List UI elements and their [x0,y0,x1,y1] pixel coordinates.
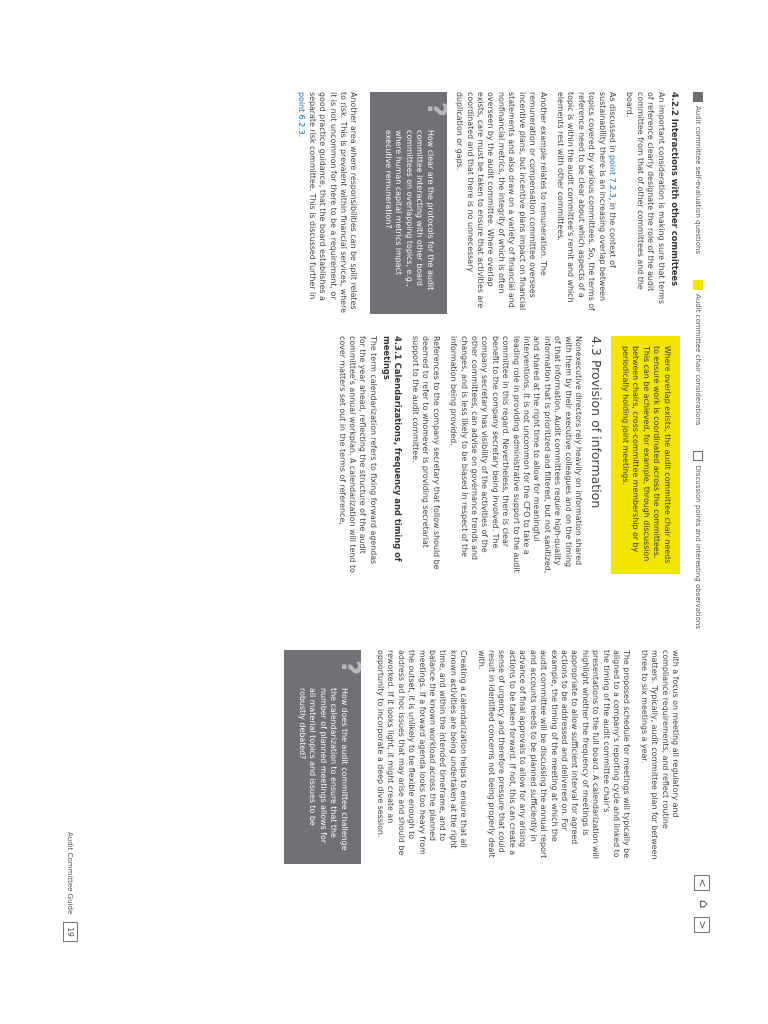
question-mark-icon: ? [420,102,451,118]
link-point-7-2-3[interactable]: point 7.2.3 [607,154,617,198]
legend-item-chair [693,280,703,425]
legend-label: Discussion points and interesting observations [694,465,702,629]
self-evaluation-question-box [370,92,451,314]
chair-consideration-box: Where overlap exists, the audit committee chair needs to ensure work is coordinated across the committees. This can be achieved, for example, through discussion between chairs, cross-committee membership or by periodically holding joint meetings. [612,336,681,574]
grey-square-icon [693,92,703,102]
self-evaluation-question-box [284,650,365,864]
link-point-6-2-3[interactable]: point 6.2.3 [297,92,307,135]
question-text: How does the audit committee challenge the calendarization to ensure that the number of planned meetings allows for all material topics and issues to be robustly debated? [297,688,349,851]
page-footer [63,832,78,942]
guide-title: Audit Committee Guide [66,832,75,915]
legend-item-discussion [693,451,703,629]
column-2 [329,336,680,574]
page-number: 19 [63,922,78,942]
next-page-button[interactable]: > [694,917,710,933]
paragraph: References to the company secretary that follow should be deemed to refer to whomever is providing secretariat support to the audit committee. [411,336,441,570]
question-text: How clear are the protocols for the audit committee interacting with other board committees on overlapping topics, e.g., where human capital metrics impact executive remuneration? [383,130,435,291]
prev-page-button[interactable]: < [694,875,710,891]
yellow-square-icon [693,280,703,290]
section-heading: 4.3 Provision of information [589,336,605,509]
page-navigation [694,875,710,938]
section-heading: 4.2.2 Interactions with other committees [670,92,680,287]
paragraph: As discussed in point 7.2.3, in the context of sustainability there is an increasing overlap between topics covered by various committees. So, the terms of reference need to be clear about which aspects of a topic is within the audit committee's remit and which elements rest with other committees. [555,92,617,311]
paragraph: Another area where responsibilities can be split relates to risk. This is prevalent within financial services, where it is not uncommon for there to be a requirement, or good practice guidance, that the board establishes a separate risk committee. This is discussed further in point 6.2.3. [297,92,359,314]
column-3 [272,650,680,864]
paragraph: Creating a calendarization helps to ensure that all known activities are being undertaken at the right time, and within the intended timeframe, and to balance the known workload across the planned meetings. If a forward agenda looks too heavy from the outset, it is unlikely to be flexible enough to address ad hoc issues that may arise and should be reworked. If it looks light, it might create an opportunity to incorporate a deep dive session. [376,650,469,856]
white-square-icon [693,451,703,461]
paragraph: with a focus on meeting all regulatory and compliance requirements, and reflect routine matters. Typically, audit committee plan for between three to six meetings a year. [639,650,680,860]
paragraph: The term calendarization refers to fixing forward agendas for the year ahead, reflecting the structure of the audit committee's annual workplan. A calendarization will tend to cover matters set out in the terms of reference, [337,336,378,573]
paragraph: An important consideration is making sure that terms of reference clearly designate the role of the audit committee from that of other committees and the board. [625,92,666,304]
paragraph: Another example relates to remuneration. The remuneration or compensation committee oversees incentive plans, but incentive plans impact on financial statements and also draw on a variety of financial and nonfinancial metrics, the integrity of which is often overseen by the audit committee. Where overlap exists, care must be taken to ensure that activities are coordinated and that there is no unnecessary duplication or gaps. [455,92,548,311]
column-1 [289,92,680,314]
legend-item-self-evaluation [693,92,703,254]
subsection-heading: 4.3.1 Calendarizations, frequency and timing of meetings [382,336,403,562]
legend [692,92,704,655]
legend-label: Audit committee self-evaluation questions [694,106,702,255]
home-icon[interactable]: ⌂ [696,899,711,909]
legend-label: Audit committee chair considerations [694,294,702,426]
question-mark-icon: ? [334,660,365,676]
paragraph: Nonexecutive directors rely heavily on information shared with them by their executive colleagues and on the timing of that information. Audit committees require high-quality information that is prioritized and filtered, but not sanitized, and shared at the right time to allow for meaningful interventions. It is not uncommon for the CFO to take a leading role in providing administrative support to the audit committee in this regard. Nevertheless, there is clear benefit to the company secretary being involved. The company secretary has visibility of the activities of the other committees, can advise on governance trends and changes, and is less likely to be biased in respect of the information being provided. [449,336,584,574]
paragraph: The proposed schedule for meetings will typically be aligned to a company's reporting cycle and linked to the timing of the audit committee chair's presentations to the full board. A calendarization will highlight whether the frequency of meetings is appropriate to allow sufficient interval for agreed actions to be addressed and delivered on. For example, the timing of the meeting at which the audit committee will be discussing the annual report and accounts needs to be planned sufficiently in advance of final approvals to allow for any arising actions to be taken forward. If not, this can create a sense of urgency and therefore pressure that could result in identified concerns not being properly dealt with. [476,650,632,859]
